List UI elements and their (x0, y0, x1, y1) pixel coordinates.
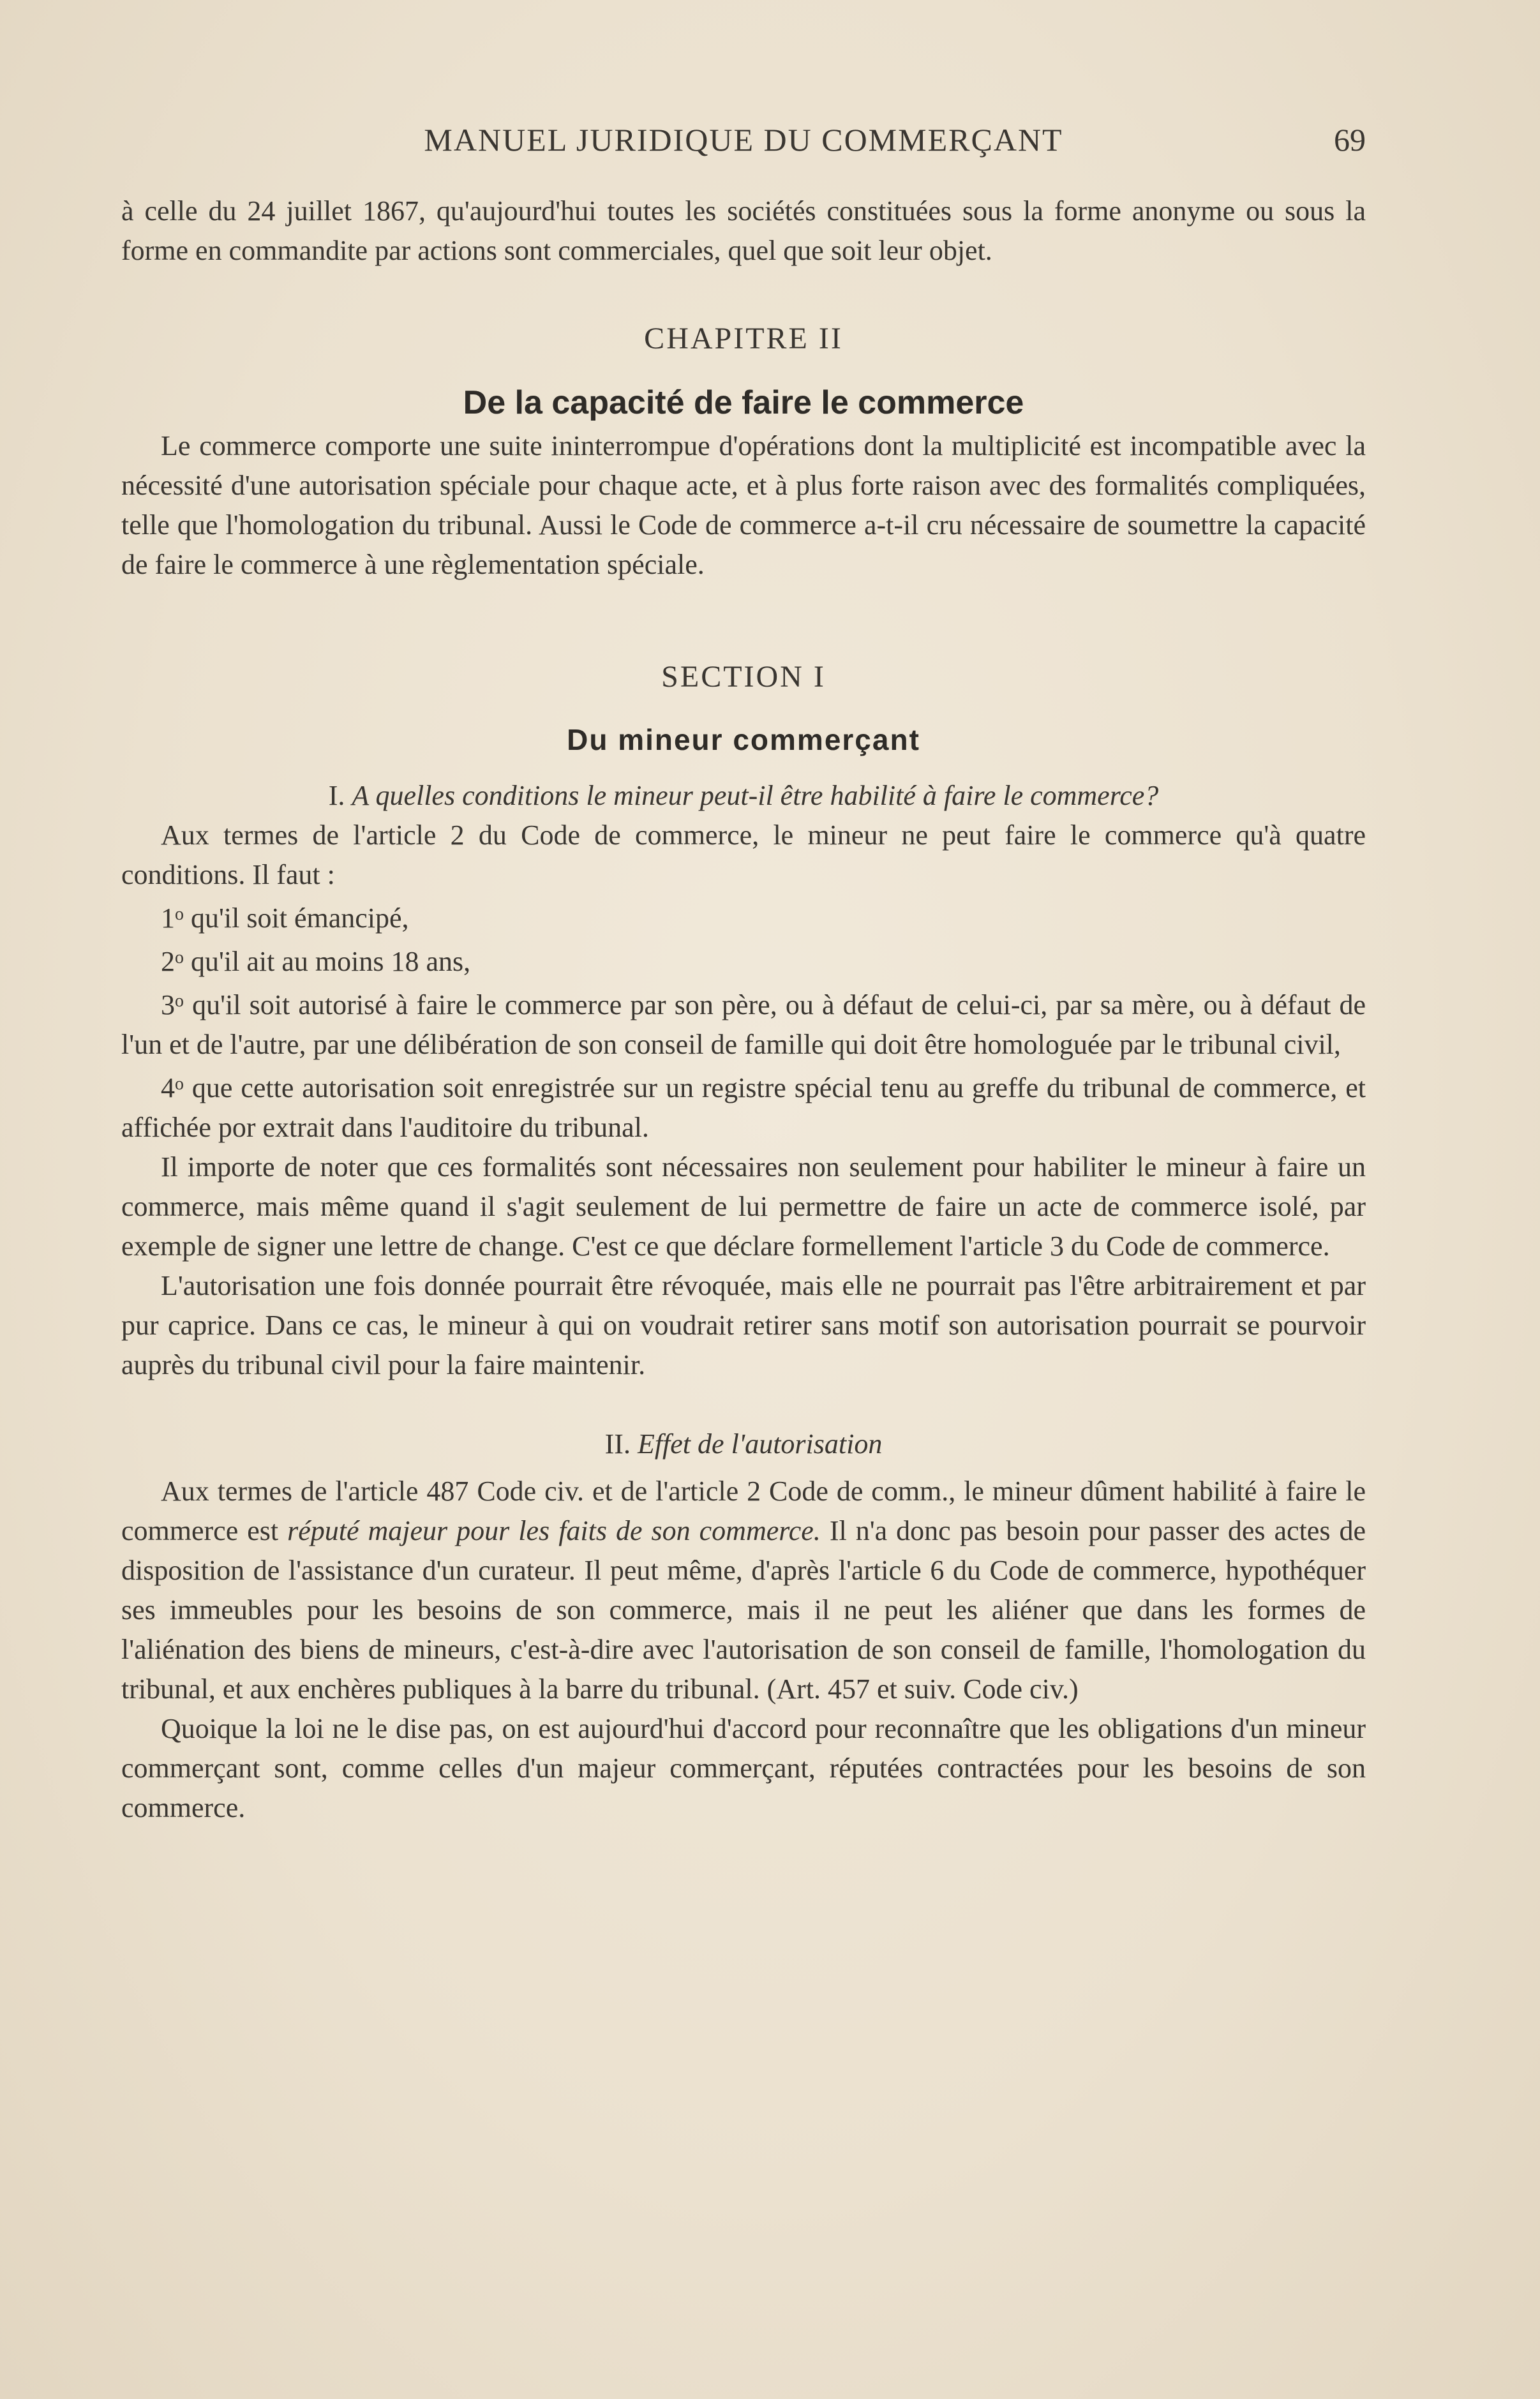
question-number: I. (328, 780, 345, 811)
condition-item: 4$^o$ que cette autorisation soit enregistrée sur un registre spécial tenu au greffe du tribunal de commerce, et affichée por extrait dans l'auditoire du tribunal. (121, 1072, 1366, 1143)
formalities-paragraph: Il importe de noter que ces formalités sont nécessaires non seulement pour habiliter le mineur à faire un commerce, mais même quand il s'agit seulement de lui permettre de faire un acte de commerce isolé, par exemple de signer une lettre de change. C'est ce que déclare formellement l'article 3 du Code de commerce. (121, 1151, 1366, 1262)
running-title: MANUEL JURIDIQUE DU COMMERÇANT (424, 122, 1063, 158)
chapter-heading: CHAPITRE II (644, 322, 843, 355)
emphasis-text: réputé majeur pour les faits de son commerce. (287, 1515, 821, 1546)
intro-paragraph: à celle du 24 juillet 1867, qu'aujourd'hui toutes les sociétés constituées sous la forme anonyme ou sous la forme en commandite par actions sont commerciales, quel que soit leur objet. (121, 195, 1366, 266)
condition-item: 1$^o$ qu'il soit émancipé, (161, 902, 409, 934)
condition-item: 2$^o$ qu'il ait au moins 18 ans, (161, 946, 471, 977)
subsection-number: II. (604, 1428, 631, 1460)
page-number: 69 (1334, 122, 1366, 158)
revocation-paragraph: L'autorisation une fois donnée pourrait être révoquée, mais elle ne pourrait pas l'être arbitrairement et par pur caprice. Dans ce cas, le mineur à qui on voudrait retirer sans motif son autorisation pourrait se pourvoir auprès du tribunal civil pour la faire maintenir. (121, 1270, 1366, 1380)
chapter-title: De la capacité de faire le commerce (463, 384, 1024, 421)
question-heading (121, 776, 1366, 816)
subsection-heading (121, 1424, 1366, 1464)
conditions-intro: Aux termes de l'article 2 du Code de commerce, le mineur ne peut faire le commerce qu'à quatre conditions. Il faut : (121, 819, 1366, 890)
document-page (121, 121, 1366, 1828)
question-text: A quelles conditions le mineur peut-il être habilité à faire le commerce? (352, 780, 1159, 811)
running-header (121, 121, 1366, 172)
subsection-title: Effet de l'autorisation (637, 1428, 883, 1460)
condition-item: 3$^o$ qu'il soit autorisé à faire le commerce par son père, ou à défaut de celui-ci, par sa mère, ou à défaut de l'un et de l'autre, par une délibération de son conseil de famille qui doit être homologuée par le tribunal civil, (121, 989, 1366, 1060)
chapter-paragraph: Le commerce comporte une suite ininterrompue d'opérations dont la multiplicité est incompatible avec la nécessité d'une autorisation spéciale pour chaque acte, et à plus forte raison avec des formalités compliquées, telle que l'homologation du tribunal. Aussi le Code de commerce a-t-il cru nécessaire de soumettre la capacité de faire le commerce à une règlementation spéciale. (121, 430, 1366, 580)
obligations-paragraph: Quoique la loi ne le dise pas, on est aujourd'hui d'accord pour reconnaître que les obligations d'un mineur commerçant sont, comme celles d'un majeur commerçant, réputées contractées pour les besoins de son commerce. (121, 1713, 1366, 1823)
section-title: Du mineur commerçant (567, 723, 920, 756)
effect-paragraph: Aux termes de l'article 487 Code civ. et de l'article 2 Code de comm., le mineur dûment habilité à faire le commerce est réputé majeur pour les faits de son commerce. Il n'a donc pas besoin pour passer des actes de disposition de l'assistance d'un curateur. Il peut même, d'après l'article 6 du Code de commerce, hypothéquer ses immeubles pour les besoins de son commerce, mais il ne peut les aliéner que dans les formes de l'aliénation des biens de mineurs, c'est-à-dire avec l'autorisation de son conseil de famille, l'homologation du tribunal, et aux enchères publiques à la barre du tribunal. (Art. 457 et suiv. Code civ.) (121, 1476, 1366, 1705)
section-heading: SECTION I (661, 660, 826, 694)
